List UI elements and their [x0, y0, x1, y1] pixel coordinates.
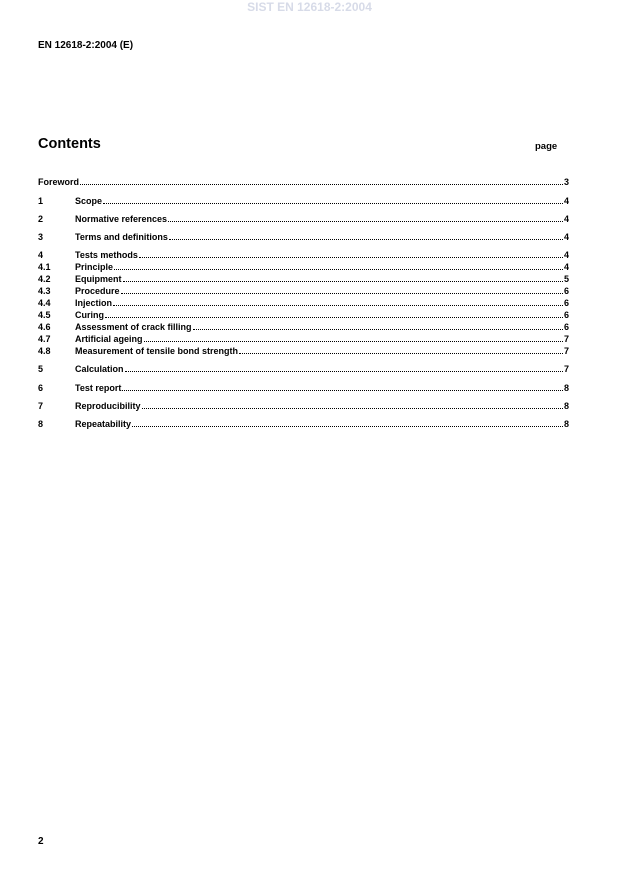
toc-entry-title: Artificial ageing — [75, 334, 143, 344]
toc-leader-dots — [142, 407, 563, 409]
toc-leader-dots — [132, 425, 563, 427]
toc-leader-dots — [114, 268, 563, 270]
toc-entry-page: 4 — [563, 250, 569, 260]
toc-entry-page: 4 — [563, 196, 569, 206]
toc-entry-number: 4.3 — [38, 286, 51, 296]
toc-entry-page: 4 — [563, 214, 569, 224]
toc-entry-number: 4.5 — [38, 310, 51, 320]
toc-leader-dots — [103, 202, 563, 204]
toc-entry[interactable] — [38, 231, 569, 243]
toc-entry-title: Principle — [75, 262, 114, 272]
toc-entry-number: 5 — [38, 364, 44, 374]
toc-entry-page: 6 — [563, 322, 569, 332]
toc-entry-title: Measurement of tensile bond strength — [75, 346, 239, 356]
toc-entry-title: Assessment of crack filling — [75, 322, 192, 332]
toc-leader-dots — [121, 292, 563, 294]
toc-entry[interactable] — [38, 363, 569, 375]
table-of-contents — [38, 0, 569, 877]
toc-entry-page: 5 — [563, 274, 569, 284]
toc-entry-number: 3 — [38, 232, 44, 242]
toc-entry-number: 8 — [38, 419, 44, 429]
toc-entry-title: Calculation — [75, 364, 124, 374]
toc-leader-dots — [105, 316, 563, 318]
toc-entry-page: 7 — [563, 364, 569, 374]
toc-entry[interactable] — [38, 400, 569, 412]
toc-entry[interactable] — [38, 285, 569, 297]
toc-entry-page: 6 — [563, 298, 569, 308]
toc-leader-dots — [123, 280, 563, 282]
toc-leader-dots — [122, 389, 563, 391]
toc-entry-number: 4.8 — [38, 346, 51, 356]
toc-entry-number: 6 — [38, 383, 44, 393]
toc-entry-title: Equipment — [75, 274, 122, 284]
contents-title: Contents — [38, 136, 101, 152]
toc-entry[interactable] — [38, 297, 569, 309]
toc-entry-number: 4.4 — [38, 298, 51, 308]
toc-entry-title: Repeatability — [75, 419, 132, 429]
toc-entry[interactable] — [38, 345, 569, 357]
toc-entry-page: 6 — [563, 286, 569, 296]
page-column-label: page — [535, 141, 558, 152]
toc-entry-title: Foreword — [38, 177, 80, 187]
toc-entry-page: 6 — [563, 310, 569, 320]
toc-entry-title: Tests methods — [75, 250, 138, 260]
toc-entry[interactable] — [38, 195, 569, 207]
page-number: 2 — [38, 836, 44, 847]
toc-entry-title: Injection — [75, 298, 113, 308]
toc-entry-page: 3 — [563, 177, 569, 187]
toc-entry-title: Normative references — [75, 214, 168, 224]
toc-entry-title: Curing — [75, 310, 104, 320]
toc-entry-page: 8 — [563, 419, 569, 429]
toc-entry-page: 4 — [563, 262, 569, 272]
toc-leader-dots — [169, 238, 563, 240]
toc-leader-dots — [239, 352, 563, 354]
toc-leader-dots — [113, 304, 563, 306]
toc-entry-number: 4.7 — [38, 334, 51, 344]
toc-entry-page: 8 — [563, 383, 569, 393]
toc-entry-number: 7 — [38, 401, 44, 411]
toc-entry-page: 8 — [563, 401, 569, 411]
toc-entry[interactable] — [38, 273, 569, 285]
toc-leader-dots — [193, 328, 563, 330]
toc-leader-dots — [80, 183, 563, 185]
toc-entry-title: Reproducibility — [75, 401, 141, 411]
toc-entry-title: Test report — [75, 383, 122, 393]
toc-entry-title: Procedure — [75, 286, 120, 296]
toc-entry-title: Terms and definitions — [75, 232, 168, 242]
watermark: SIST EN 12618-2:2004 — [247, 0, 372, 14]
toc-entry-page: 4 — [563, 232, 569, 242]
toc-leader-dots — [144, 340, 563, 342]
toc-entry[interactable] — [38, 321, 569, 333]
toc-leader-dots — [125, 370, 563, 372]
document-id: EN 12618-2:2004 (E) — [38, 40, 134, 51]
toc-entry[interactable] — [38, 309, 569, 321]
toc-entry[interactable] — [38, 333, 569, 345]
toc-entry-title: Scope — [75, 196, 103, 206]
toc-entry-number: 2 — [38, 214, 44, 224]
toc-leader-dots — [168, 220, 563, 222]
toc-entry[interactable] — [38, 176, 569, 188]
toc-entry[interactable] — [38, 261, 569, 273]
toc-entry-page: 7 — [563, 346, 569, 356]
toc-entry[interactable] — [38, 213, 569, 225]
toc-entry-number: 4.6 — [38, 322, 51, 332]
toc-entry-page: 7 — [563, 334, 569, 344]
toc-entry-number: 4.1 — [38, 262, 51, 272]
toc-entry[interactable] — [38, 249, 569, 261]
toc-entry-number: 4.2 — [38, 274, 51, 284]
toc-leader-dots — [139, 256, 563, 258]
toc-entry-number: 4 — [38, 250, 44, 260]
toc-entry-number: 1 — [38, 196, 44, 206]
toc-entry[interactable] — [38, 382, 569, 394]
toc-entry[interactable] — [38, 418, 569, 430]
